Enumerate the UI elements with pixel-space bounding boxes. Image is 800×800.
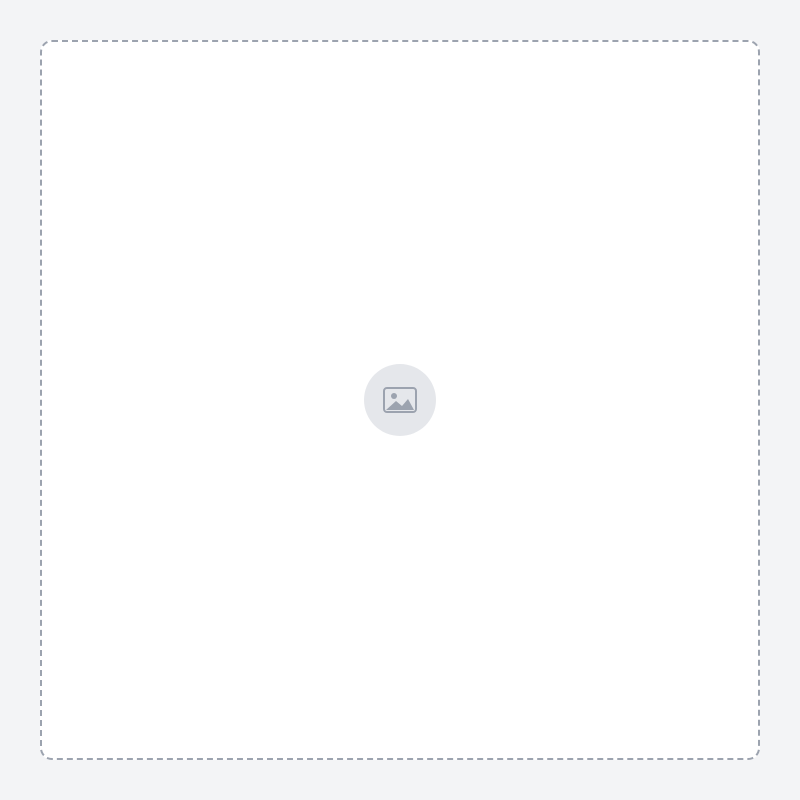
image-icon <box>364 364 436 436</box>
empty-placeholder <box>40 40 760 760</box>
